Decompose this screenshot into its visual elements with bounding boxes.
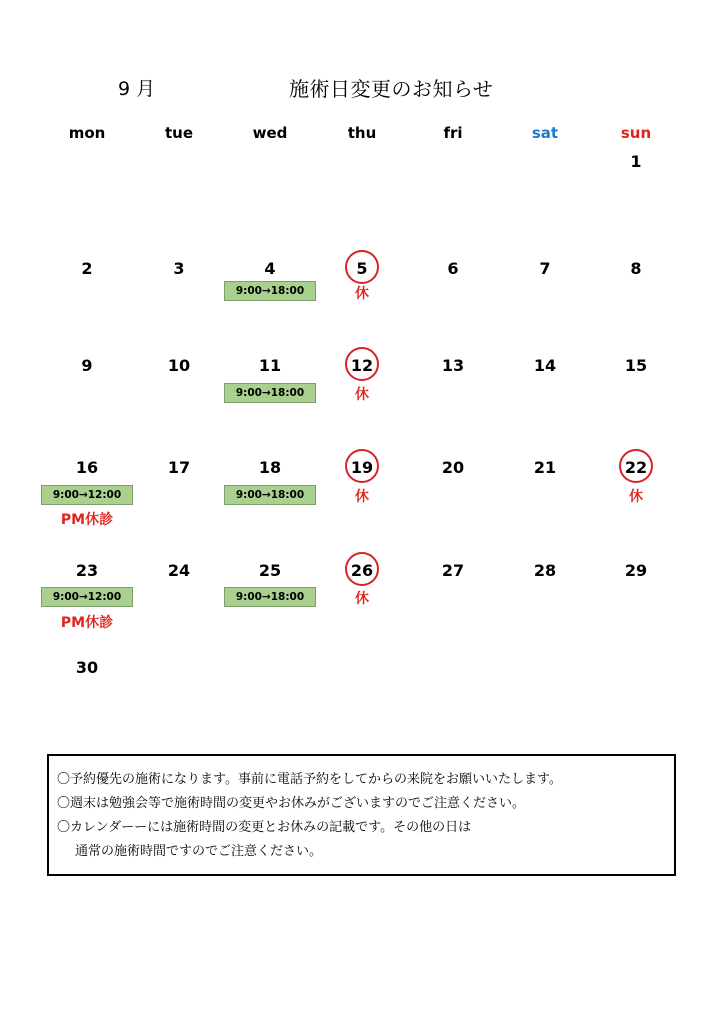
weekday-fri: fri [443, 124, 463, 142]
day-cell: 1 [630, 152, 642, 171]
day-cell: 11 [258, 356, 282, 375]
hours-badge: 9:00→12:00 [41, 485, 133, 505]
day-cell: 15 [624, 356, 648, 375]
weekday-tue: tue [164, 124, 194, 142]
closed-mark: 休 [355, 591, 369, 607]
day-cell: 16 [75, 458, 99, 477]
notice-line: 〇予約優先の施術になります。事前に電話予約をしてからの来院をお願いいたします。 [57, 772, 562, 787]
day-cell: 20 [441, 458, 465, 477]
day-cell: 6 [447, 259, 459, 278]
hours-badge: 9:00→18:00 [224, 587, 316, 607]
day-cell: 13 [441, 356, 465, 375]
day-cell: 21 [533, 458, 557, 477]
closed-mark: 休 [629, 489, 643, 505]
day-cell: 23 [75, 561, 99, 580]
day-cell: 24 [167, 561, 191, 580]
weekday-thu: thu [347, 124, 377, 142]
month-label: 9 月 [118, 78, 156, 100]
day-cell: 5 [356, 259, 368, 278]
notice-line: 〇週末は勉強会等で施術時間の変更やお休みがございますのでご注意ください。 [57, 796, 526, 811]
day-cell: 14 [533, 356, 557, 375]
hours-badge: 9:00→18:00 [224, 485, 316, 505]
day-cell: 27 [441, 561, 465, 580]
day-cell: 18 [258, 458, 282, 477]
day-cell: 26 [350, 561, 374, 580]
day-cell: 10 [167, 356, 191, 375]
closed-mark: 休 [355, 489, 369, 505]
closed-mark: 休 [355, 286, 369, 302]
day-cell: 19 [350, 458, 374, 477]
day-cell: 3 [173, 259, 185, 278]
day-cell: 30 [75, 658, 99, 677]
weekday-sun: sun [620, 124, 652, 142]
hours-badge: 9:00→18:00 [224, 383, 316, 403]
day-cell: 22 [624, 458, 648, 477]
day-cell: 9 [81, 356, 93, 375]
day-cell: 17 [167, 458, 191, 477]
notice-line: 通常の施術時間ですのでご注意ください。 [75, 844, 323, 859]
hours-badge: 9:00→12:00 [41, 587, 133, 607]
page-title: 施術日変更のお知らせ [289, 77, 494, 101]
closed-mark: 休 [355, 387, 369, 403]
day-cell: 4 [264, 259, 276, 278]
day-cell: 25 [258, 561, 282, 580]
day-cell: 29 [624, 561, 648, 580]
weekday-wed: wed [252, 124, 288, 142]
day-cell: 7 [539, 259, 551, 278]
day-cell: 2 [81, 259, 93, 278]
notice-line: 〇カレンダーーには施術時間の変更とお休みの記載です。その他の日は [57, 820, 472, 835]
notice-box [47, 754, 676, 876]
pm-closed-note: PM休診 [60, 615, 114, 631]
day-cell: 28 [533, 561, 557, 580]
weekday-sat: sat [531, 124, 559, 142]
day-cell: 8 [630, 259, 642, 278]
day-cell: 12 [350, 356, 374, 375]
hours-badge: 9:00→18:00 [224, 281, 316, 301]
pm-closed-note: PM休診 [60, 512, 114, 528]
weekday-mon: mon [68, 124, 106, 142]
